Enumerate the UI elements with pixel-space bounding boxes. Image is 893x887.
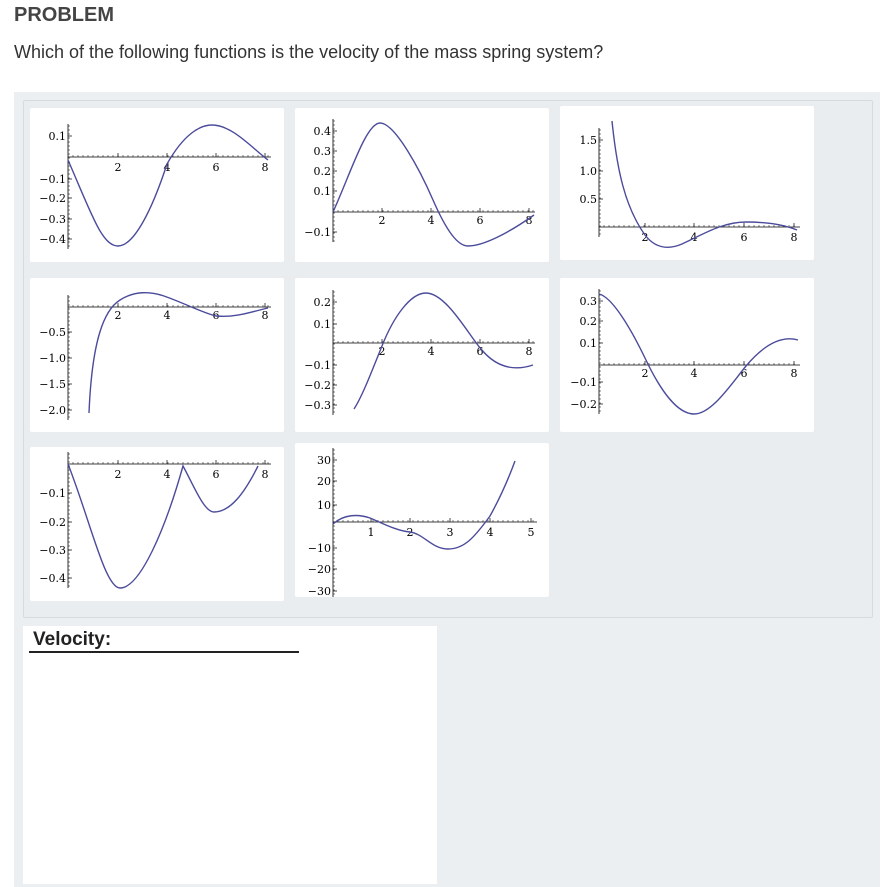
graph-card-2[interactable] [295,108,549,262]
x-tick-label: 2 [406,526,414,539]
y-tick-label: 20 [317,475,331,488]
graph-card-1[interactable] [30,108,284,262]
graph-plot [30,278,284,432]
function-curve [612,121,797,247]
x-tick-label: 4 [163,468,171,481]
x-tick-label: 2 [378,214,386,227]
y-tick-label: −0.1 [39,173,66,186]
graph-card-8[interactable] [295,443,549,597]
y-tick-label: −1.5 [39,378,66,391]
x-tick-label: 2 [378,345,386,358]
y-tick-label: −0.1 [570,376,597,389]
y-tick-label: −0.1 [304,226,331,239]
y-tick-label: −0.3 [304,399,331,412]
graph-plot [295,278,549,432]
y-tick-label: 10 [317,499,331,512]
y-tick-label: −0.5 [39,326,66,339]
problem-heading: PROBLEM [14,4,114,26]
y-tick-label: −30 [307,585,331,597]
y-tick-label: 30 [317,454,331,467]
x-tick-label: 8 [261,161,269,174]
y-tick-label: −0.2 [39,192,66,205]
x-tick-label: 8 [261,309,269,322]
y-tick-label: 0.4 [313,125,331,138]
x-tick-label: 3 [446,526,454,539]
velocity-underline [29,651,299,653]
y-tick-label: −20 [307,563,331,576]
x-tick-label: 8 [790,367,798,380]
y-tick-label: 0.5 [579,193,597,206]
question-text: Which of the following functions is the velocity of the mass spring system? [14,42,604,62]
x-tick-label: 4 [163,309,171,322]
x-tick-label: 8 [790,231,798,244]
y-tick-label: −0.2 [570,398,597,411]
x-tick-label: 6 [740,367,748,380]
function-curve [333,123,534,246]
graph-plot [30,447,284,601]
y-tick-label: 0.2 [579,315,597,328]
graph-card-7[interactable] [30,447,284,601]
y-tick-label: 0.2 [313,165,331,178]
x-tick-label: 4 [427,214,435,227]
y-tick-label: 0.2 [313,296,331,309]
x-tick-label: 4 [427,345,435,358]
y-tick-label: −0.4 [39,233,66,246]
graph-plot [560,278,814,432]
y-tick-label: 0.3 [313,145,331,158]
y-tick-label: −0.2 [39,516,66,529]
y-tick-label: −0.4 [39,572,66,585]
x-tick-label: 2 [114,468,122,481]
velocity-label: Velocity: [33,629,112,650]
x-tick-label: 4 [690,367,698,380]
y-tick-label: −0.1 [304,359,331,372]
graph-plot [295,443,549,597]
y-tick-label: −0.1 [39,487,66,500]
graph-card-4[interactable] [30,278,284,432]
y-tick-label: 0.1 [313,185,331,198]
x-tick-label: 4 [486,526,494,539]
graph-card-3[interactable] [560,106,814,260]
y-tick-label: −2.0 [39,404,66,417]
function-curve [599,294,798,414]
y-tick-label: 0.1 [579,337,597,350]
y-tick-label: 0.1 [48,130,66,143]
x-tick-label: 4 [690,231,698,244]
x-tick-label: 6 [740,231,748,244]
graph-plot [560,106,814,260]
y-tick-label: 0.3 [579,295,597,308]
graph-plot [30,108,284,262]
y-tick-label: 1.0 [579,165,597,178]
x-tick-label: 8 [525,345,533,358]
x-tick-label: 2 [641,367,649,380]
x-tick-label: 6 [476,214,484,227]
x-tick-label: 8 [261,468,269,481]
y-tick-label: 1.5 [579,134,597,147]
x-tick-label: 6 [212,468,220,481]
x-tick-label: 4 [163,161,171,174]
x-tick-label: 1 [367,526,375,539]
x-tick-label: 2 [114,161,122,174]
x-tick-label: 6 [476,345,484,358]
x-tick-label: 5 [527,526,535,539]
velocity-drop-zone[interactable] [23,626,437,884]
x-tick-label: 2 [114,309,122,322]
y-tick-label: −0.3 [39,544,66,557]
function-curve [68,464,258,588]
y-tick-label: −10 [307,542,331,555]
x-tick-label: 2 [641,231,649,244]
y-tick-label: −0.3 [39,213,66,226]
x-tick-label: 8 [525,214,533,227]
y-tick-label: −0.2 [304,379,331,392]
function-curve [68,125,268,246]
graph-plot [295,108,549,262]
graph-card-6[interactable] [560,278,814,432]
y-tick-label: −1.0 [39,352,66,365]
graph-card-5[interactable] [295,278,549,432]
y-tick-label: 0.1 [313,318,331,331]
x-tick-label: 6 [212,161,220,174]
x-tick-label: 6 [212,309,220,322]
